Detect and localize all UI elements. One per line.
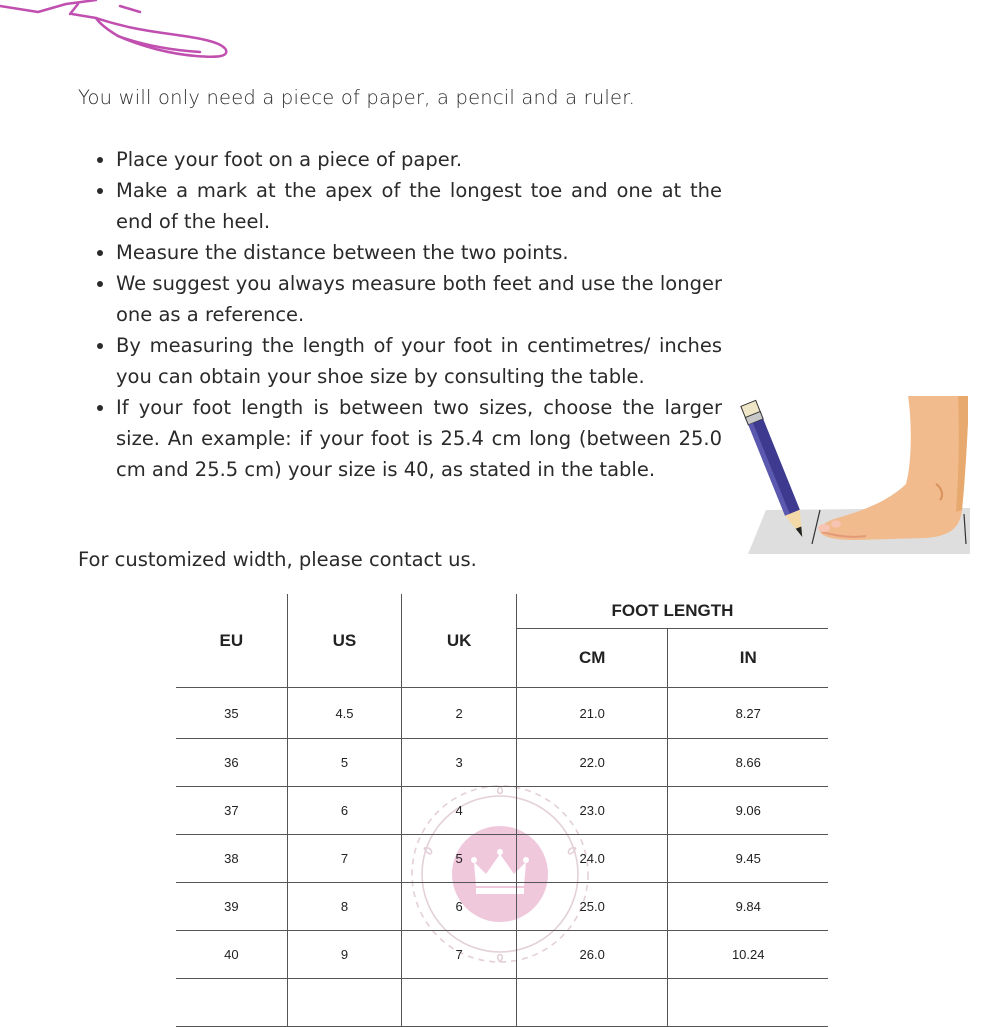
foot-measure-illustration xyxy=(736,392,972,556)
cell-in: 9.45 xyxy=(668,835,828,883)
cell-us: 6 xyxy=(287,787,402,835)
table-row xyxy=(176,835,828,883)
table-row xyxy=(176,688,828,739)
cell-uk: 7 xyxy=(402,931,517,979)
table-row xyxy=(176,883,828,931)
cell-eu: 35 xyxy=(176,688,287,739)
size-chart-table xyxy=(176,594,828,1027)
table-row xyxy=(176,931,828,979)
outro-text: For customized width, please contact us. xyxy=(78,548,477,571)
cell-eu: 40 xyxy=(176,931,287,979)
cell-in: 8.66 xyxy=(668,739,828,787)
table-row xyxy=(176,739,828,787)
table-row xyxy=(176,787,828,835)
header-cm: CM xyxy=(516,629,668,688)
cell-cm: 23.0 xyxy=(516,787,668,835)
cell-eu: 37 xyxy=(176,787,287,835)
cell-uk: 2 xyxy=(402,688,517,739)
cell-cm: 25.0 xyxy=(516,883,668,931)
table-row xyxy=(176,979,828,1027)
cell-in: 8.27 xyxy=(668,688,828,739)
cell-in: 9.06 xyxy=(668,787,828,835)
cell-uk: 6 xyxy=(402,883,517,931)
list-item: • By measuring the length of your foot in centimetres/ inches you can obtain your shoe size by consulting the table. xyxy=(116,330,722,392)
instructions-list xyxy=(96,144,722,485)
cell-cm: 24.0 xyxy=(516,835,668,883)
cell-us: 9 xyxy=(287,931,402,979)
cell-us: 5 xyxy=(287,739,402,787)
cell-cm: 21.0 xyxy=(516,688,668,739)
cell-cm: 22.0 xyxy=(516,739,668,787)
cell-us: 8 xyxy=(287,883,402,931)
header-eu: EU xyxy=(176,594,287,688)
cell-in: 9.84 xyxy=(668,883,828,931)
cell-us: 7 xyxy=(287,835,402,883)
cell-eu: 36 xyxy=(176,739,287,787)
list-item: • Place your foot on a piece of paper. xyxy=(116,144,722,175)
shoe-illustration xyxy=(0,0,240,64)
cell-in: 10.24 xyxy=(668,931,828,979)
list-item: • Make a mark at the apex of the longest toe and one at the end of the heel. xyxy=(116,175,722,237)
header-in: IN xyxy=(668,629,828,688)
intro-text: You will only need a piece of paper, a pencil and a ruler. xyxy=(78,86,636,109)
cell-eu: 39 xyxy=(176,883,287,931)
list-item: • We suggest you always measure both feet and use the longer one as a reference. xyxy=(116,268,722,330)
header-uk: UK xyxy=(402,594,517,688)
cell-uk: 4 xyxy=(402,787,517,835)
header-us: US xyxy=(287,594,402,688)
cell-us: 4.5 xyxy=(287,688,402,739)
list-item: • Measure the distance between the two points. xyxy=(116,237,722,268)
cell-uk: 5 xyxy=(402,835,517,883)
list-item: • If your foot length is between two sizes, choose the larger size. An example: if your foot is 25.4 cm long (between 25.0 cm and 25.5 cm) your size is 40, as stated in the table. xyxy=(116,392,722,485)
cell-uk: 3 xyxy=(402,739,517,787)
cell-eu: 38 xyxy=(176,835,287,883)
cell-cm: 26.0 xyxy=(516,931,668,979)
header-foot-length: FOOT LENGTH xyxy=(516,594,828,629)
